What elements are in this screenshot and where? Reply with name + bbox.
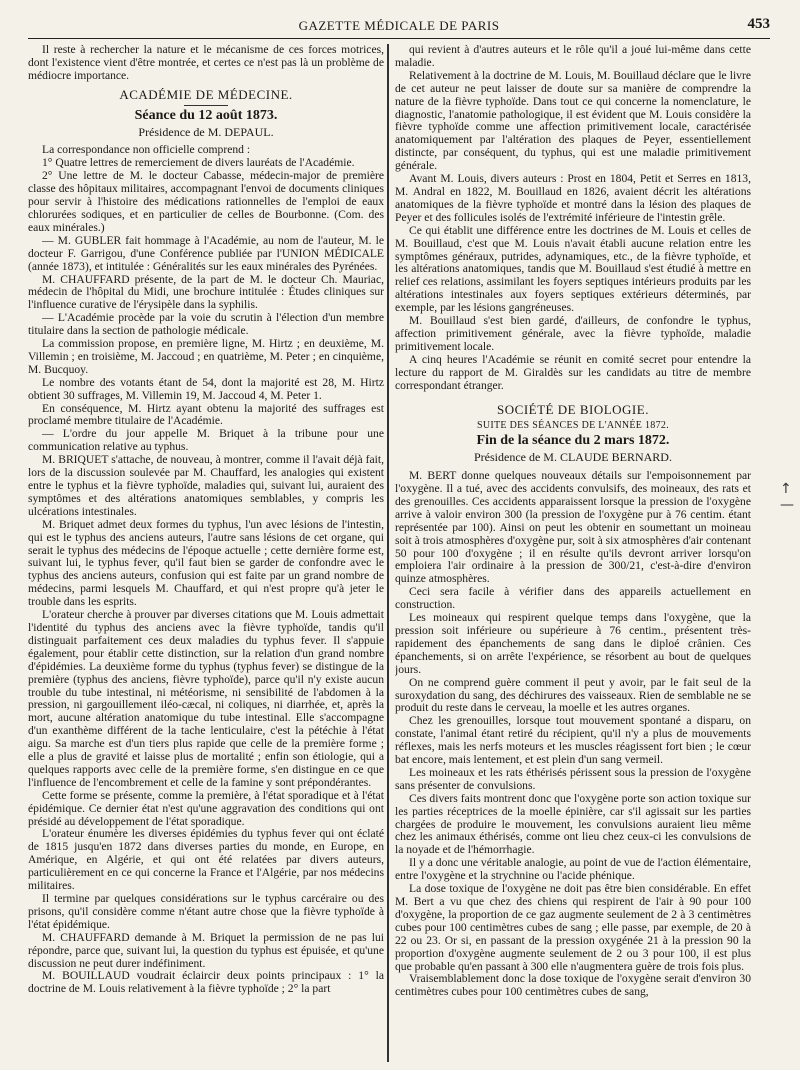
- paragraph: Chez les grenouilles, lorsque tout mouvement spontané a disparu, on constate, l'animal étant retiré du récipient, qu'il n'y a plus de mouvements réflexes, mais les nerfs moteurs et les muscles réagissent fort bien ; le cœur bat encore, mais lentement, et est plein d'un sang vermeil.: [395, 714, 751, 767]
- paragraph: Il y a donc une véritable analogie, au point de vue de l'action élémentaire, entre l'oxygène et la strychnine ou l'acide phénique.: [395, 856, 751, 883]
- paragraph: — L'Académie procède par la voie du scrutin à l'élection d'un membre titulaire dans la section de pathologie médicale.: [28, 311, 384, 338]
- paragraph: Cette forme se présente, comme la première, à l'état sporadique et à l'état épidémique. Ce dernier état n'est qu'une aggravation des conditions qui ont présidé au développement de l'état sporadique.: [28, 788, 384, 828]
- section-title-biologie: SOCIÉTÉ DE BIOLOGIE.: [497, 402, 649, 418]
- right-paragraphs-bottom: [395, 470, 751, 999]
- paragraph: M. CHAUFFARD demande à M. Briquet la permission de ne pas lui répondre, parce que, suivant lui, la question du typhus est épuisée, et qu'une discussion ne peut durer indéfiniment.: [28, 930, 384, 970]
- right-column: [395, 44, 751, 1064]
- paragraph: La commission propose, en première ligne, M. Hirtz ; en deuxième, M. Villemin ; en troisième, M. Jaccoud ; en quatrième, M. Peter ; en cinquième, M. Bucquoy.: [28, 337, 384, 376]
- presidence-line: Présidence de M. DEPAUL.: [138, 124, 274, 139]
- paragraph: M. BOUILLAUD voudrait éclaircir deux points principaux : 1° la doctrine de M. Louis relativement à la fièvre typhoïde ; 2° la part: [28, 969, 384, 996]
- paragraph: M. Bouillaud s'est bien gardé, d'ailleurs, de confondre le typhus, affection primitivement générale, avec la fièvre typhoïde, maladie primitivement locale.: [395, 314, 751, 353]
- paragraph: L'orateur cherche à prouver par diverses citations que M. Louis admettait l'identité du typhus des anciens avec la fièvre typhoïde, tandis qu'il distinguait parfaitement ces deux maladies du typhus fever. Il s'appuie également, pour établir cette distinction, sur la relation d'un grand nombre d'épidémies. La deuxième forme du typhus (typhus fever) se distingue de la première (typhus des anciens, fièvre typhoïde), parce qu'il n'y existe aucun trouble du tube intestinal, ni météorisme, ni sensibilité de l'abdomen à la pression, ni gargouillement iléo-cæcal, ni coliques, ni diarrhée, et, après la mort, aucune altération anatomique du tube intestinal. Elle s'accompagne d'un exanthème différent de la tache lenticulaire, c'est la pétéchie à l'état aigu. Sa marche est d'un tiers plus rapide que celle de la première forme ; elle a plus de gravité et laisse plus de mortalité ; enfin son étiologie, qui a quelques rapports avec celle de la première forme, s'en distingue en ce que l'influence de l'encombrement et celle de la famine y sont prépondérantes.: [28, 608, 384, 789]
- paragraph: La correspondance non officielle comprend :: [42, 143, 251, 157]
- paragraph: Les moineaux et les rats éthérisés périssent sous la pression de l'oxygène sans présenter de convulsions.: [395, 765, 751, 792]
- paragraph: Ces divers faits montrent donc que l'oxygène porte son action toxique sur les parties réceptrices de la moelle épinière, car s'il agissait sur les parties chargées de produire le mouvement, les convulsions auraient lieu même chez les animaux éthérisés, comme ont lieu chez ceux-ci les convulsions de la noyade et de l'hémorrhagie.: [395, 791, 751, 857]
- paragraph: M. Briquet admet deux formes du typhus, l'un avec lésions de l'intestin, qui est le typhus des anciens auteurs, l'autre sans lésions de cet organe, qui serait le typhus des médecins de l'époque actuelle ; cette dernière forme est, suivant lui, le typhus fever, qu'il faut bien se garder de confondre avec le typhus des anciens auteurs, confusion qui est faite par un grand nombre de médecins, parmi lesquels M. Chauffard, et qui n'est propre qu'à jeter le trouble dans les esprits.: [28, 517, 384, 609]
- paragraph: Le nombre des votants étant de 54, dont la majorité est 28, M. Hirtz obtient 30 suffrages, M. Villemin 19, M. Jaccoud 4, M. Peter 1.: [28, 375, 384, 402]
- section-title-academie: ACADÉMIE DE MÉDECINE.: [119, 86, 293, 102]
- paragraph: M. CHAUFFARD présente, de la part de M. le docteur Ch. Mauriac, médecin de l'hôpital du Midi, une brochure intitulée : Études cliniques sur l'influence curative de l'érysipèle dans la syphilis.: [28, 272, 384, 312]
- paragraph: En conséquence, M. Hirtz ayant obtenu la majorité des suffrages est proclamé membre titulaire de l'Académie.: [28, 401, 384, 428]
- header-rule: [28, 38, 770, 39]
- paragraph: — L'ordre du jour appelle M. Briquet à la tribune pour une communication relative au typhus.: [28, 427, 384, 454]
- paragraph: M. BERT donne quelques nouveaux détails sur l'empoisonnement par l'oxygène. Il a tué, avec des accidents convulsifs, des moineaux, des rats et des grenouilles. Ces accidents apparaissent lorsque la pression de l'oxygène arrive à valoir environ 300 (la pression de l'oxygène pur à 76 centim. étant représentée par 100). Ainsi on peut les obtenir en soumettant un moineau soit à trois atmosphères d'oxygène pur, soit à six atmosphères d'air contenant 50 pour 100 d'oxygène ; il en résulte qu'ils devront arriver lorsqu'on emploiera l'air ordinaire à la pression de 300/21, c'est-à-dire d'environ quinze atmosphères.: [395, 469, 751, 586]
- running-title: GAZETTE MÉDICALE DE PARIS: [298, 18, 500, 33]
- paragraph: Avant M. Louis, divers auteurs : Prost en 1804, Petit et Serres en 1813, M. Andral en 1822, M. Bouillaud en 1826, avaient décrit les altérations anatomiques de la fièvre typhoïde et montré dans la lésion des plaques de Peyer et des follicules isolés de l'extrémité inférieure de l'intestin grêle.: [395, 172, 751, 224]
- paragraph: Il termine par quelques considérations sur le typhus carcéraire ou des prisons, qu'il considère comme n'étant autre chose que la fièvre typhoïde à l'état épidémique.: [28, 892, 384, 931]
- paragraph: A cinq heures l'Académie se réunit en comité secret pour entendre la lecture du rapport de M. Giraldès sur les candidats au titre de membre correspondant étranger.: [395, 352, 751, 392]
- paragraph: Les moineaux qui respirent quelque temps dans l'oxygène, que la pression soit inférieure ou supérieure à 76 centim., présentent très-rapidement des épanchements de sang dans le diploé crânien. Ces épanchements, si on arrête l'expérience, se résorbent au bout de quelques jours.: [395, 611, 751, 676]
- paragraph: On ne comprend guère comment il peut y avoir, par le fait seul de la suroxydation du sang, des déchirures des vaisseaux. Rien de semblable ne se produit du reste dans le cerveau, la moelle et les autres organes.: [395, 675, 751, 715]
- paragraph: Relativement à la doctrine de M. Louis, M. Bouillaud déclare que le livre de cet auteur ne peut laisser de doute sur sa manière de comprendre la nature de la fièvre typhoïde. Dans tout ce qui concerne la nomenclature, le diagnostic, l'anatomie pathologique, il est évident que M. Louis considère la fièvre typhoïde comme une affection primitivement locale, caractérisée anatomiquement par l'altération des plaques de Peyer, essentiellement distincte, par conséquent, du typhus, qui est une maladie primitivement générale.: [395, 68, 751, 173]
- intro-paragraph: Il reste à rechercher la nature et le mécanisme de ces forces motrices, dont l'existence vient d'être montrée, et certes ce n'est pas là un problème de médiocre importance.: [28, 44, 384, 82]
- presidence-line-biologie: Présidence de M. CLAUDE BERNARD.: [474, 450, 672, 465]
- page-number: 453: [747, 16, 770, 32]
- right-paragraphs-top: [395, 44, 751, 392]
- paragraph: Ceci sera facile à vérifier dans des appareils actuellement en construction.: [395, 585, 751, 612]
- paragraph: 2° Une lettre de M. le docteur Cabasse, médecin-major de première classe des hôpitaux militaires, accompagnant l'envoi de documents cliniques pour servir à l'histoire des médications rationnelles de l'emploi de eaux chlorurées sodiques, et en particulier de celles de Bourbonne. (Com. des eaux minérales.): [28, 169, 384, 234]
- paragraph: qui revient à d'autres auteurs et le rôle qu'il a joué lui-même dans cette maladie.: [395, 44, 751, 69]
- paragraph: La dose toxique de l'oxygène ne doit pas être bien considérable. En effet M. Bert a vu que chez des chiens qui respirent de l'air à 90 pour 100 d'oxygène, la proportion de ce gaz augmente seulement de 2 à 3 centimètres cubes pour 100 centimètres cubes de sang ; elle passe, par exemple, de 20 à 22 ou 23. Or si, en passant de la pression oxygénée 21 à la pression 90 la proportion d'oxygène augmente seulement de 2 ou 3 pour 100, il est plus que probable qu'en passant à 300 elle n'augmentera guère de trois fois plus.: [395, 882, 751, 973]
- seance-heading-biologie: Fin de la séance du 2 mars 1872.: [476, 433, 670, 449]
- column-divider: [387, 44, 389, 1062]
- paragraph: 1° Quatre lettres de remerciement de divers lauréats de l'Académie.: [42, 156, 355, 170]
- seance-heading: Séance du 12 août 1873.: [134, 107, 278, 123]
- left-column: [28, 44, 384, 1064]
- paragraph: — M. GUBLER fait hommage à l'Académie, au nom de l'auteur, M. le docteur F. Garrigou, d'une Conférence publiée par l'UNION MÉDICALE (année 1873), et intitulée : Généralités sur les eaux minérales des Pyrénées.: [28, 233, 384, 273]
- section-rule: [184, 105, 228, 106]
- page-header: [28, 14, 770, 38]
- paragraph: M. BRIQUET s'attache, de nouveau, à montrer, comme il l'avait déjà fait, lors de la discussion soulevée par M. Chauffard, les analogies qui existent entre le typhus et la fièvre typhoïde, maladies qui, suivant lui, auraient des symptômes et des altérations anatomiques semblables, y compris les ulcérations intestinales.: [28, 453, 384, 518]
- suite-line: SUITE DES SÉANCES DE L'ANNÉE 1872.: [477, 420, 669, 432]
- paragraph: Ce qui établit une différence entre les doctrines de M. Louis et celles de M. Bouillaud, c'est que M. Louis n'avait établi aucune relation entre les symptômes généraux, putrides, adynamiques, etc., de la fièvre typhoïde, et les altérations anatomiques, tandis que M. Bouillaud s'est étudié à mettre en relief ces relations, assimilant les foyers septiques intérieurs produits par les altérations intestinales aux foyers septiques extérieurs déterminés, par exemple, par les lésions gangréneuses.: [395, 223, 751, 315]
- paragraph: L'orateur énumère les diverses épidémies du typhus fever qui ont éclaté de 1815 jusqu'en 1872 dans diverses parties du monde, en Europe, en Amérique, en Algérie, et qui ont été relatées par divers auteurs, particulièrement en ce qui concerne la France et l'Algérie, par nos médecins militaires.: [28, 827, 384, 893]
- left-paragraphs: [28, 144, 384, 996]
- margin-pen-mark: ↑—: [780, 481, 794, 513]
- paragraph: Vraisemblablement donc la dose toxique de l'oxygène serait d'environ 30 centimètres cubes pour 100 centimètres cubes de sang,: [395, 972, 751, 999]
